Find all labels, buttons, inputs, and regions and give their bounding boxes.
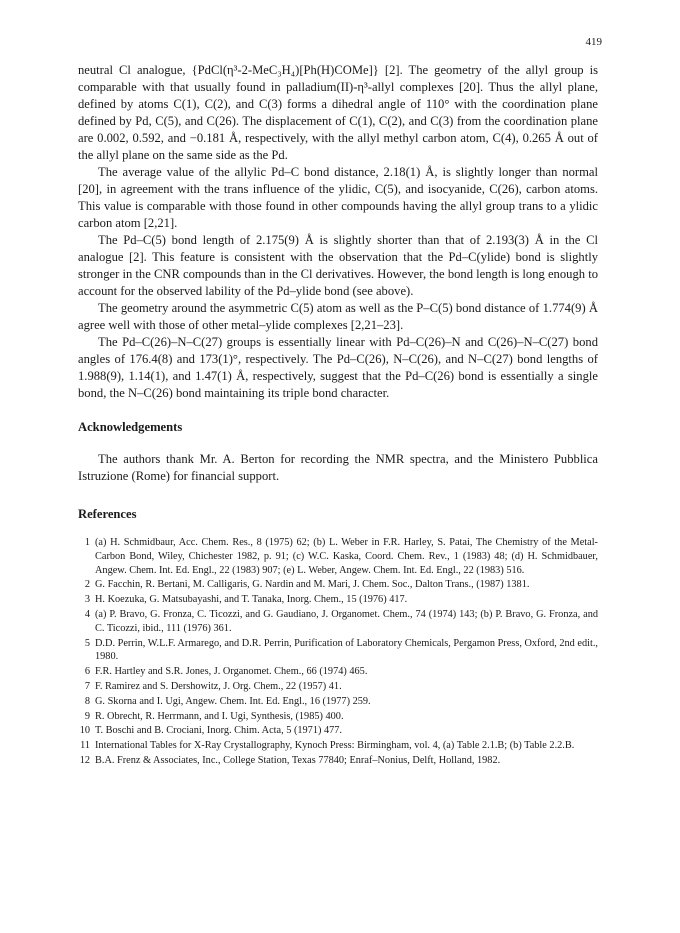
reference-number: 5	[84, 637, 90, 649]
reference-item	[78, 710, 598, 724]
reference-text: (a) H. Schmidbaur, Acc. Chem. Res., 8 (1975) 62; (b) L. Weber in F.R. Harley, S. Patai, The Chemistry of the Metal-Carbon Bond, Wiley, Chichester 1982, p. 91; (c) W.C. Kaska, Coord. Chem. Rev., 1 (1983) 48; (d) H. Schmidbauer, Angew. Chem. Int. Ed. Engl., 22 (1983) 907; (e) L. Weber, Angew. Chem. Int. Ed. Engl., 22 (1983) 516.	[95, 537, 598, 576]
reference-item	[78, 578, 598, 592]
reference-number: 7	[84, 680, 90, 692]
reference-text: H. Koezuka, G. Matsubayashi, and T. Tanaka, Inorg. Chem., 15 (1976) 417.	[95, 594, 408, 606]
reference-number: 8	[84, 695, 90, 707]
reference-text: (a) P. Bravo, G. Fronza, C. Ticozzi, and G. Gaudiano, J. Organomet. Chem., 74 (1974) 143; (b) P. Bravo, G. Fronza, and C. Ticozzi, ibid., 111 (1976) 361.	[95, 608, 598, 634]
reference-text: G. Facchin, R. Bertani, M. Calligaris, G. Nardin and M. Mari, J. Chem. Soc., Dalton Trans., (1987) 1381.	[95, 579, 530, 591]
reference-text: International Tables for X-Ray Crystallography, Kynoch Press: Birmingham, vol. 4, (a) Table 2.1.B; (b) Table 2.2.B.	[95, 740, 575, 752]
reference-text: R. Obrecht, R. Herrmann, and I. Ugi, Synthesis, (1985) 400.	[95, 710, 344, 722]
reference-item	[78, 637, 598, 665]
reference-number: 9	[84, 710, 90, 722]
reference-text: F. Ramirez and S. Dershowitz, J. Org. Chem., 22 (1957) 41.	[95, 680, 342, 692]
reference-number: 3	[84, 594, 90, 606]
article-body	[78, 62, 598, 769]
reference-text: D.D. Perrin, W.L.F. Armarego, and D.R. Perrin, Purification of Laboratory Chemicals, Pergamon Press, Oxford, 2nd edit., 1980.	[95, 637, 598, 663]
reference-number: 4	[84, 608, 90, 620]
paragraph: The average value of the allylic Pd–C bond distance, 2.18(1) Å, is slightly longer than normal [20], in agreement with the trans influence of the ylidic, C(5), and isocyanide, C(26), carbon atoms. This value is comparable with those found in other compounds having the allyl group trans to a ylidic carbon atom [2,21].	[78, 165, 598, 230]
paragraph: The Pd–C(5) bond length of 2.175(9) Å is slightly shorter than that of 2.193(3) Å in the Cl analogue [2]. This feature is consistent with the observation that the Pd–C(ylide) bond is slightly stronger in the CNR compounds than in the Cl derivatives. However, the bond length is long enough to account for the observed lability of the Pd–ylide bond (see above).	[78, 233, 598, 298]
reference-item	[78, 739, 598, 753]
reference-item	[78, 754, 598, 768]
reference-item	[78, 680, 598, 694]
reference-number: 2	[84, 579, 90, 591]
reference-item	[78, 593, 598, 607]
reference-item	[78, 665, 598, 679]
reference-number: 11	[80, 740, 90, 752]
reference-item	[78, 608, 598, 636]
acknowledgements-text: The authors thank Mr. A. Berton for recording the NMR spectra, and the Ministero Pubblica Istruzione (Rome) for financial support.	[78, 452, 598, 483]
paragraph: The Pd–C(26)–N–C(27) groups is essentially linear with Pd–C(26)–N and C(26)–N–C(27) bond angles of 176.4(8) and 173(1)°, respectively. The Pd–C(26), N–C(26), and N–C(27) bond lengths of 1.988(9), 1.14(1), and 1.47(1) Å, respectively, suggest that the Pd–C(26) bond is essentially a single bond, the N–C(26) bond maintaining its triple bond character.	[78, 335, 598, 400]
page-number: 419	[585, 36, 602, 48]
acknowledgements-heading: Acknowledgements	[78, 420, 183, 434]
paragraph: The geometry around the asymmetric C(5) atom as well as the P–C(5) bond distance of 1.774(9) Å agree well with those of other metal–ylide complexes [2,21–23].	[78, 301, 598, 332]
reference-number: 6	[84, 666, 90, 678]
reference-text: G. Skorna and I. Ugi, Angew. Chem. Int. Ed. Engl., 16 (1977) 259.	[95, 695, 371, 707]
reference-number: 10	[79, 725, 90, 737]
paragraph: neutral Cl analogue, {PdCl(η³-2-MeC₃H₄)[Ph(H)COMe]} [2]. The geometry of the allyl group is comparable with that usually found in palladium(II)-η³-allyl complexes [20]. Thus the allyl plane, defined by atoms C(1), C(2), and C(3) forms a dihedral angle of 110° with the coordination plane defined by Pd, C(5), and C(26). The displacement of C(1), C(2), and C(3) from the coordination plane are 0.002, 0.592, and −0.181 Å, respectively, with the allyl methyl carbon atom, C(4), 0.265 Å out of the allyl plane on the same side as the Pd.	[78, 63, 598, 162]
reference-item	[78, 724, 598, 738]
reference-number: 1	[84, 537, 90, 548]
references-heading: References	[78, 507, 137, 521]
reference-text: B.A. Frenz & Associates, Inc., College Station, Texas 77840; Enraf–Nonius, Delft, Holland, 1982.	[95, 754, 501, 766]
reference-text: F.R. Hartley and S.R. Jones, J. Organomet. Chem., 66 (1974) 465.	[95, 666, 368, 678]
reference-item	[78, 536, 598, 577]
references-list	[78, 536, 598, 768]
reference-number: 12	[79, 754, 90, 766]
reference-item	[78, 695, 598, 709]
reference-text: T. Boschi and B. Crociani, Inorg. Chim. Acta, 5 (1971) 477.	[95, 725, 342, 737]
